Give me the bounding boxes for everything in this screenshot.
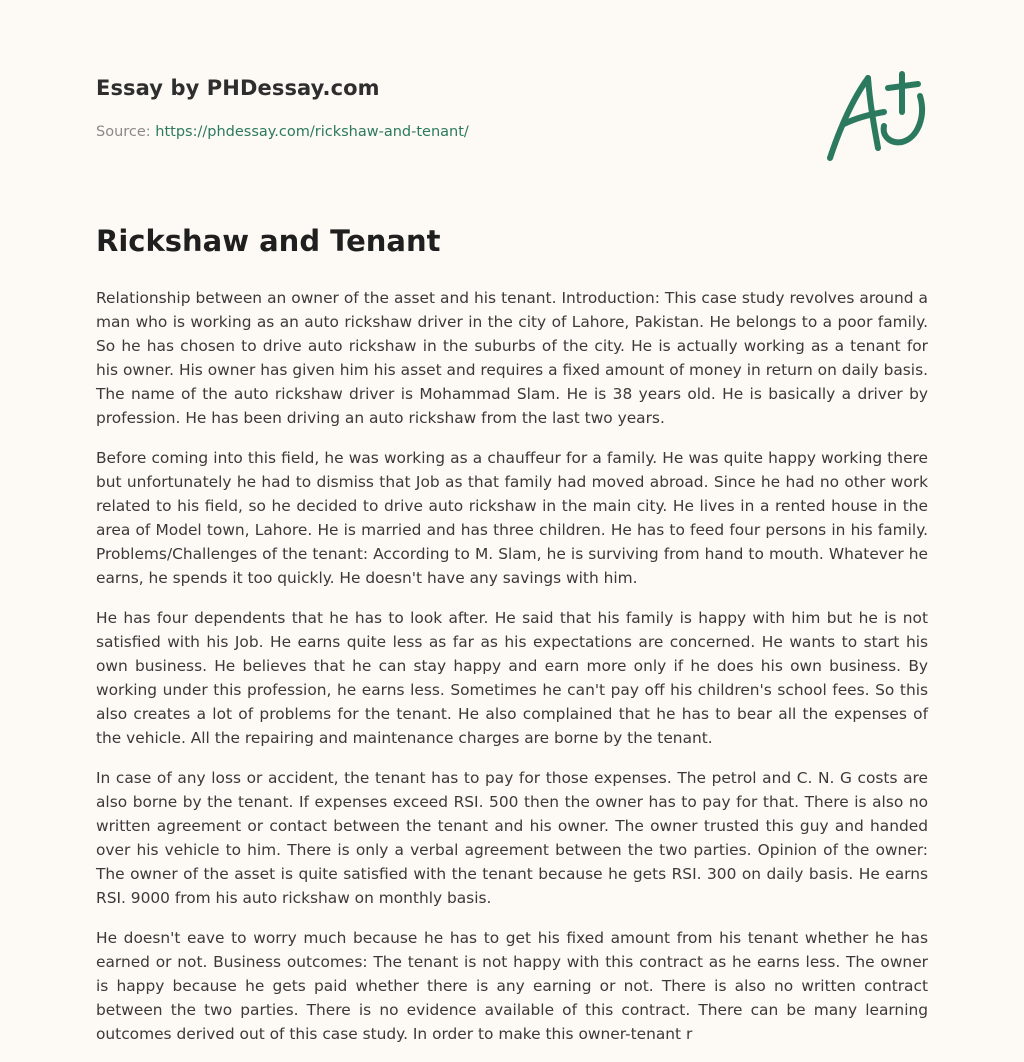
source-label: Source:: [96, 124, 151, 140]
essay-paragraph: He has four dependents that he has to look after. He said that his family is happy with him but he is not satisfied with his Job. He earns quite less as far as his expectations are concerned. He wants to start his own business. He believes that he can stay happy and earn more only if he does his own business. By working under this profession, he earns less. Sometimes he can't pay off his children's school fees. So this also creates a lot of problems for the tenant. He also complained that he has to bear all the expenses of the vehicle. All the repairing and maintenance charges are borne by the tenant.: [96, 609, 928, 747]
essay-paragraph: In case of any loss or accident, the tenant has to pay for those expenses. The petrol and C. N. G costs are also borne by the tenant. If expenses exceed RSI. 500 then the owner has to pay for that. There is also no written agreement or contact between the tenant and his owner. The owner trusted this guy and handed over his vehicle to him. There is only a verbal agreement between the two parties. Opinion of the owner: The owner of the asset is quite satisfied with the tenant because he gets RSI. 300 on daily basis. He earns RSI. 9000 from his auto rickshaw on monthly basis.: [96, 769, 928, 907]
essay-paragraph: He doesn't eave to worry much because he has to get his fixed amount from his tenant whether he has earned or not. Business outcomes: The tenant is not happy with this contract as he earns less. The owner is happy because he gets paid whether there is any earning or not. There is also no written contract between the two parties. There is no evidence available of this contract. There can be many learning outcomes derived out of this case study. In order to make this owner-tenant r: [96, 929, 928, 1043]
essay-title: Rickshaw and Tenant: [96, 224, 441, 258]
a-plus-grade-icon: [822, 66, 928, 166]
essay-paragraph: Relationship between an owner of the asset and his tenant. Introduction: This case study revolves around a man who is working as an auto rickshaw driver in the city of Lahore, Pakistan. He belongs to a poor family. So he has chosen to drive auto rickshaw in the suburbs of the city. He is actually working as a tenant for his owner. His owner has given him his asset and requires a fixed amount of money in return on daily basis. The name of the auto rickshaw driver is Mohammad Slam. He is 38 years old. He is basically a driver by profession. He has been driving an auto rickshaw from the last two years.: [96, 289, 928, 427]
essay-paragraph: Before coming into this field, he was working as a chauffeur for a family. He was quite happy working there but unfortunately he had to dismiss that Job as that family had moved abroad. Since he had no other work related to his field, so he decided to drive auto rickshaw in the main city. He lives in a rented house in the area of Model town, Lahore. He is married and has three children. He has to feed four persons in his family. Problems/Challenges of the tenant: According to M. Slam, he is surviving from hand to mouth. Whatever he earns, he spends it too quickly. He doesn't have any savings with him.: [96, 449, 928, 587]
source-line: [96, 124, 469, 140]
source-link[interactable]: https://phdessay.com/rickshaw-and-tenant/: [155, 124, 469, 140]
essay-body: [96, 286, 928, 1062]
site-name: Essay by PHDessay.com: [96, 76, 380, 100]
